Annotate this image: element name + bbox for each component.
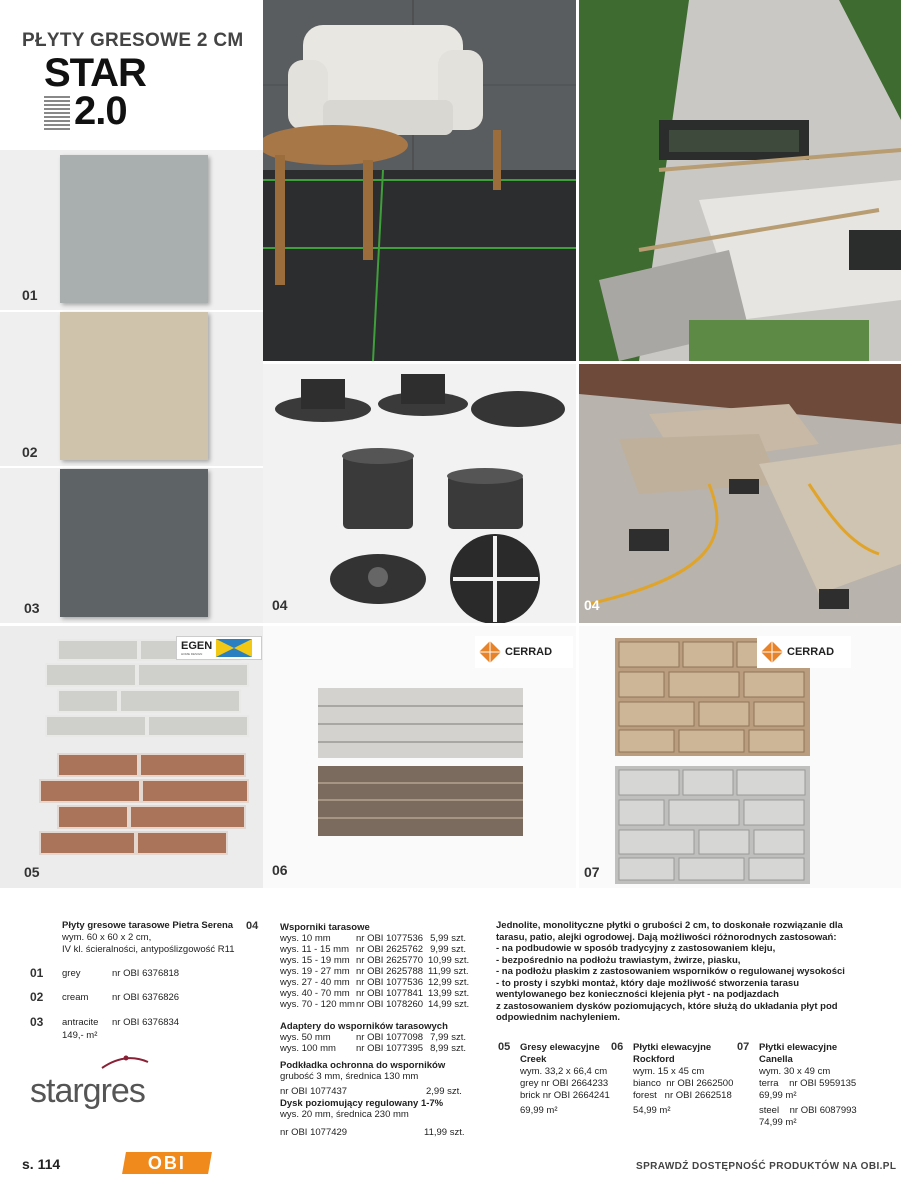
cell-h: wys. 50 mm [280, 1032, 331, 1043]
item-color: grey [62, 968, 81, 979]
cell-nr: nr OBI 2625788 [356, 966, 424, 977]
item-nr: nr OBI 6376834 [112, 1017, 180, 1028]
photo-rockford-panels [263, 626, 576, 888]
cell-nr: nr OBI 1078260 [356, 999, 424, 1010]
page-number: s. 114 [22, 1156, 61, 1172]
creek-panels-illustration [0, 626, 263, 888]
canella-line2-price: 74,99 m² [759, 1117, 797, 1128]
brand-stripes-icon [44, 96, 70, 130]
cerrad-logo [757, 636, 851, 668]
pad-desc: grubość 3 mm, średnica 130 mm [280, 1071, 419, 1082]
pad-price: 2,99 szt. [426, 1086, 462, 1097]
adapters-heading: Adaptery do wsporników tarasowych [280, 1021, 448, 1032]
photo-label: 04 [272, 597, 288, 613]
page-title: PŁYTY GRESOWE 2 CM [22, 30, 244, 51]
photo-terrace-chair [263, 0, 576, 361]
pietra-class: IV kl. ścieralności, antypoślizgowość R11 [62, 944, 235, 955]
disc-price: 11,99 szt. [424, 1127, 465, 1138]
swatch-number: 01 [22, 287, 38, 303]
photo-label: 05 [24, 864, 40, 880]
swatch-number: 02 [22, 444, 38, 460]
pedestals-illustration [263, 364, 576, 623]
canella-name2: Canella [759, 1054, 793, 1065]
cell-nr: nr OBI 1077536 [356, 933, 424, 944]
cell-h: wys. 11 - 15 mm [280, 944, 349, 955]
cell-h: wys. 10 mm [280, 933, 331, 944]
photo-garden-path [579, 0, 901, 361]
product-number: 05 [498, 1041, 511, 1053]
item-color: antracite [62, 1017, 99, 1028]
obi-logo [122, 1152, 212, 1174]
description-line: - na podbudowie w sposób tradycyjny z zastosowaniem kleju, [496, 943, 776, 954]
photo-installation [579, 364, 901, 623]
egen-logo [176, 636, 262, 660]
description-line: z zastosowaniem dysków poziomujących, które służą do układania płyt pod [496, 1000, 838, 1012]
description-line: - to prosty i szybki montaż, który daje możliwość stworzenia tarasu [496, 977, 800, 989]
table-row [280, 999, 470, 1010]
cell-h: wys. 19 - 27 mm [280, 966, 350, 977]
cell-h: wys. 40 - 70 mm [280, 988, 350, 999]
item-number: 01 [30, 966, 44, 980]
cell-nr: nr OBI 1077841 [356, 988, 424, 999]
cerrad-diamond-icon [479, 641, 501, 663]
cell-p: 9,99 szt. [430, 944, 466, 955]
cerrad-logo-text: CERRAD [787, 646, 835, 658]
description-line: odpowiednim nachyleniem. [496, 1012, 621, 1023]
cell-h: wys. 27 - 40 mm [280, 977, 350, 988]
cell-h: wys. 70 - 120 mm [280, 999, 355, 1010]
photo-canella-panels [579, 626, 901, 888]
table-row [280, 955, 470, 966]
stargres-logo: stargres [30, 1072, 145, 1110]
cell-p: 12,99 szt. [428, 977, 470, 988]
product-number: 07 [737, 1041, 750, 1053]
obi-logo-text: OBI [147, 1152, 186, 1173]
egen-flag-icon [216, 639, 252, 657]
adapters-table [280, 1032, 466, 1054]
brand-version: 2.0 [74, 89, 127, 133]
rockford-name2: Rockford [633, 1054, 675, 1065]
cell-nr: nr OBI 1077536 [356, 977, 424, 988]
table-row [280, 1032, 466, 1043]
creek-name2: Creek [520, 1054, 547, 1065]
canella-line2: steel nr OBI 6087993 [759, 1105, 857, 1116]
supports-table [280, 933, 470, 1010]
swatch-tile-antracite [60, 469, 208, 617]
creek-price: 69,99 m² [520, 1105, 558, 1116]
creek-line1: grey nr OBI 2664233 [520, 1078, 609, 1089]
item-nr: nr OBI 6376818 [112, 968, 180, 979]
pietra-dims: wym. 60 x 60 x 2 cm, [62, 932, 152, 943]
cell-p: 5,99 szt. [430, 933, 466, 944]
installation-illustration [579, 364, 901, 623]
egen-logo-text: EGEN [181, 639, 213, 652]
cell-p: 11,99 szt. [428, 966, 469, 977]
pietra-name: Płyty gresowe tarasowe Pietra Serena [62, 920, 234, 931]
pad-nr: nr OBI 1077437 [280, 1086, 348, 1097]
cell-p: 7,99 szt. [430, 1032, 466, 1043]
photo-label: 06 [272, 862, 288, 878]
cell-nr: nr OBI 2625770 [356, 955, 424, 966]
cell-p: 8,99 szt. [430, 1043, 466, 1054]
creek-dims: wym. 33,2 x 66,4 cm [520, 1066, 608, 1077]
disc-nr: nr OBI 1077429 [280, 1127, 348, 1138]
rockford-dims: wym. 15 x 45 cm [633, 1066, 705, 1077]
canella-name1: Płytki elewacyjne [759, 1042, 838, 1053]
creek-name1: Gresy elewacyjne [520, 1042, 600, 1053]
table-row [280, 944, 466, 955]
rockford-price: 54,99 m² [633, 1105, 671, 1116]
cell-p: 14,99 szt. [428, 999, 470, 1010]
rockford-line1: bianco nr OBI 2662500 [633, 1078, 734, 1089]
photo-pedestal-supports [263, 364, 576, 623]
stargres-swoosh-icon [100, 1052, 150, 1072]
item-color: cream [62, 992, 89, 1003]
divider [0, 466, 263, 468]
table-row [280, 977, 470, 988]
item-number: 03 [30, 1015, 44, 1029]
product-number: 06 [611, 1041, 624, 1053]
table-row [280, 966, 469, 977]
canella-panels-illustration [579, 626, 901, 888]
swatch-number: 03 [24, 600, 40, 616]
disc-desc: wys. 20 mm, średnica 230 mm [280, 1109, 409, 1120]
disc-heading: Dysk poziomujący regulowany 1-7% [280, 1098, 444, 1109]
photo-label: 04 [584, 597, 600, 613]
item-number: 02 [30, 990, 44, 1004]
description-line: wentylowanego bez konieczności klejenia płyt - na podjazdach [496, 989, 779, 1000]
product-number: 04 [246, 920, 259, 932]
cell-p: 10,99 szt. [428, 955, 470, 966]
photo-creek-panels [0, 626, 263, 888]
cell-nr: nr OBI 1077098 [356, 1032, 424, 1043]
table-row [280, 988, 470, 999]
swatch-tile-cream [60, 312, 208, 460]
pad-heading: Podkładka ochronna do wsporników [280, 1060, 446, 1071]
description-line: - bezpośrednio na podłożu trawiastym, żwirze, piasku, [496, 954, 741, 966]
rockford-line2: forest nr OBI 2662518 [633, 1090, 732, 1101]
cell-h: wys. 100 mm [280, 1043, 336, 1054]
canella-line1: terra nr OBI 5959135 [759, 1078, 857, 1089]
cerrad-logo-text: CERRAD [505, 646, 553, 658]
egen-logo-sub: HOME DESIGN [181, 651, 203, 656]
cell-h: wys. 15 - 19 mm [280, 955, 350, 966]
table-row [280, 1043, 466, 1054]
description-line: Jednolite, monolityczne płytki o grubości 2 cm, to doskonałe rozwiązanie dla [496, 920, 843, 931]
cerrad-diamond-icon [761, 641, 783, 663]
swatch-tile-grey [60, 155, 208, 303]
terrace-chair-illustration [263, 0, 576, 361]
cerrad-logo [475, 636, 573, 668]
availability-note: SPRAWDŹ DOSTĘPNOŚĆ PRODUKTÓW NA OBI.PL [636, 1161, 897, 1172]
supports-heading: Wsporniki tarasowe [280, 922, 370, 933]
cell-p: 13,99 szt. [428, 988, 470, 999]
rockford-name1: Płytki elewacyjne [633, 1042, 712, 1053]
photo-label: 07 [584, 864, 600, 880]
cell-nr: nr OBI 2625762 [356, 944, 424, 955]
canella-dims: wym. 30 x 49 cm [759, 1066, 831, 1077]
table-row [280, 933, 466, 944]
description [496, 920, 856, 1024]
canella-line1-price: 69,99 m² [759, 1090, 797, 1101]
garden-path-illustration [579, 0, 901, 361]
brand-star: STAR [44, 51, 146, 95]
pietra-price: 149,- m² [62, 1030, 98, 1041]
item-nr: nr OBI 6376826 [112, 992, 180, 1003]
creek-line2: brick nr OBI 2664241 [520, 1090, 610, 1101]
description-line: - na podłożu płaskim z zastosowaniem wsporników o regulowanej wysokości [496, 966, 845, 977]
description-line: tarasu, patio, alejki ogrodowej. Dają możliwości różnorodnych zastosowań: [496, 931, 837, 943]
cell-nr: nr OBI 1077395 [356, 1043, 424, 1054]
